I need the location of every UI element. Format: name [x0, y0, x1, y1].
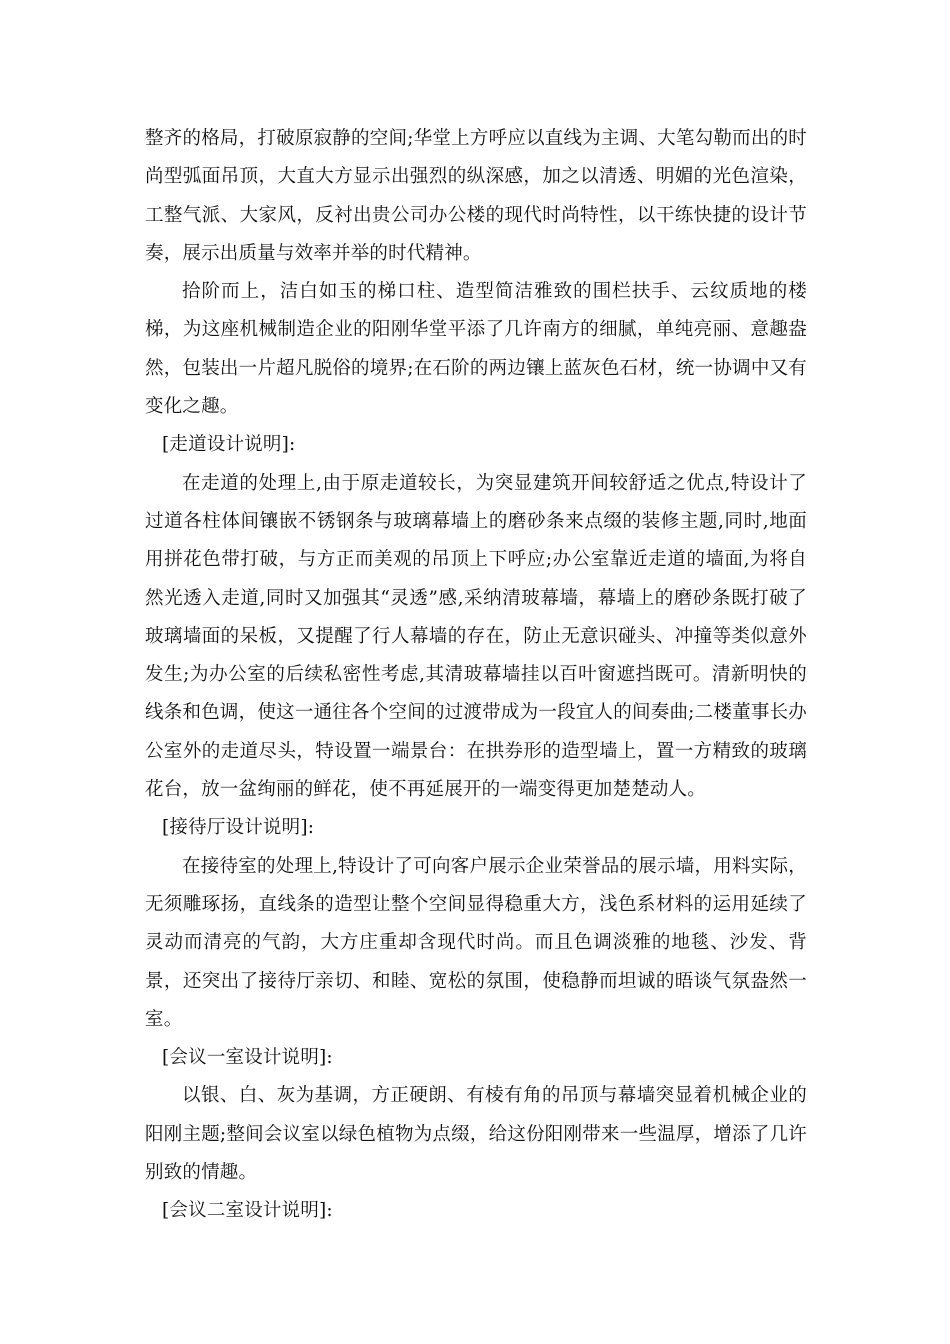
paragraph-reception: 在接待室的处理上,特设计了可向客户展示企业荣誉品的展示墙，用料实际，无须雕琢扬，直线条的造型让整个空间显得稳重大方，浅色系材料的运用延续了灵动而清亮的气韵，大方庄重却含现代时尚。而且色调淡雅的地毯、沙发、背景，还突出了接待厅亲切、和睦、宽松的氛围，使稳静而坦诚的晤谈气氛盎然一室。: [145, 855, 807, 1030]
paragraph-meeting-room-1: 以银、白、灰为基调，方正硬朗、有棱有角的吊顶与幕墙突显着机械企业的阳刚主题;整间会议室以绿色植物为点缀，给这份阳刚带来一些温厚，增添了几许别致的情趣。: [145, 1085, 807, 1184]
heading-reception: [接待厅设计说明]:: [162, 817, 315, 839]
heading-meeting-room-2: [会议二室设计说明]:: [162, 1200, 333, 1222]
heading-meeting-room-1: [会议一室设计说明]:: [162, 1047, 333, 1069]
paragraph-corridor: 在走道的处理上,由于原走道较长，为突显建筑开间较舒适之优点,特设计了过道各柱体间镶嵌不锈钢条与玻璃幕墙上的磨砂条来点缀的装修主题,同时,地面用拼花色带打破，与方正而美观的吊顶上下呼应;办公室靠近走道的墙面,为将自然光透入走道,同时又加强其“灵透”感,采纳清玻幕墙，幕墙上的磨砂条既打破了玻璃墙面的呆板，又提醒了行人幕墙的存在，防止无意识碰头、冲撞等类似意外发生;为办公室的后续私密性考虑,其清玻幕墙挂以百叶窗遮挡既可。清新明快的线条和色调，使这一通往各个空间的过渡带成为一段宜人的间奏曲;二楼董事长办公室外的走道尽头，特设置一端景台：在拱券形的造型墙上，置一方精致的玻璃花台，放一盆绚丽的鲜花，使不再延展开的一端变得更加楚楚动人。: [145, 472, 807, 801]
paragraph-staircase: 拾阶而上，洁白如玉的梯口柱、造型简洁雅致的围栏扶手、云纹质地的楼梯，为这座机械制造企业的阳刚华堂平添了几许南方的细腻，单纯亮丽、意趣盎然，包装出一片超凡脱俗的境界;在石阶的两边镶上蓝灰色石材，统一协调中又有变化之趣。: [145, 281, 807, 418]
heading-corridor: [走道设计说明]:: [162, 434, 296, 456]
document-page: [145, 120, 807, 1231]
paragraph-lobby-continuation: 整齐的格局，打破原寂静的空间;华堂上方呼应以直线为主调、大笔勾勒而出的时尚型弧面吊顶，大直大方显示出强烈的纵深感，加之以清透、明媚的光色渲染，工整气派、大家风，反衬出贵公司办公楼的现代时尚特性，以干练快捷的设计节奏，展示出质量与效率并举的时代精神。: [145, 128, 807, 264]
